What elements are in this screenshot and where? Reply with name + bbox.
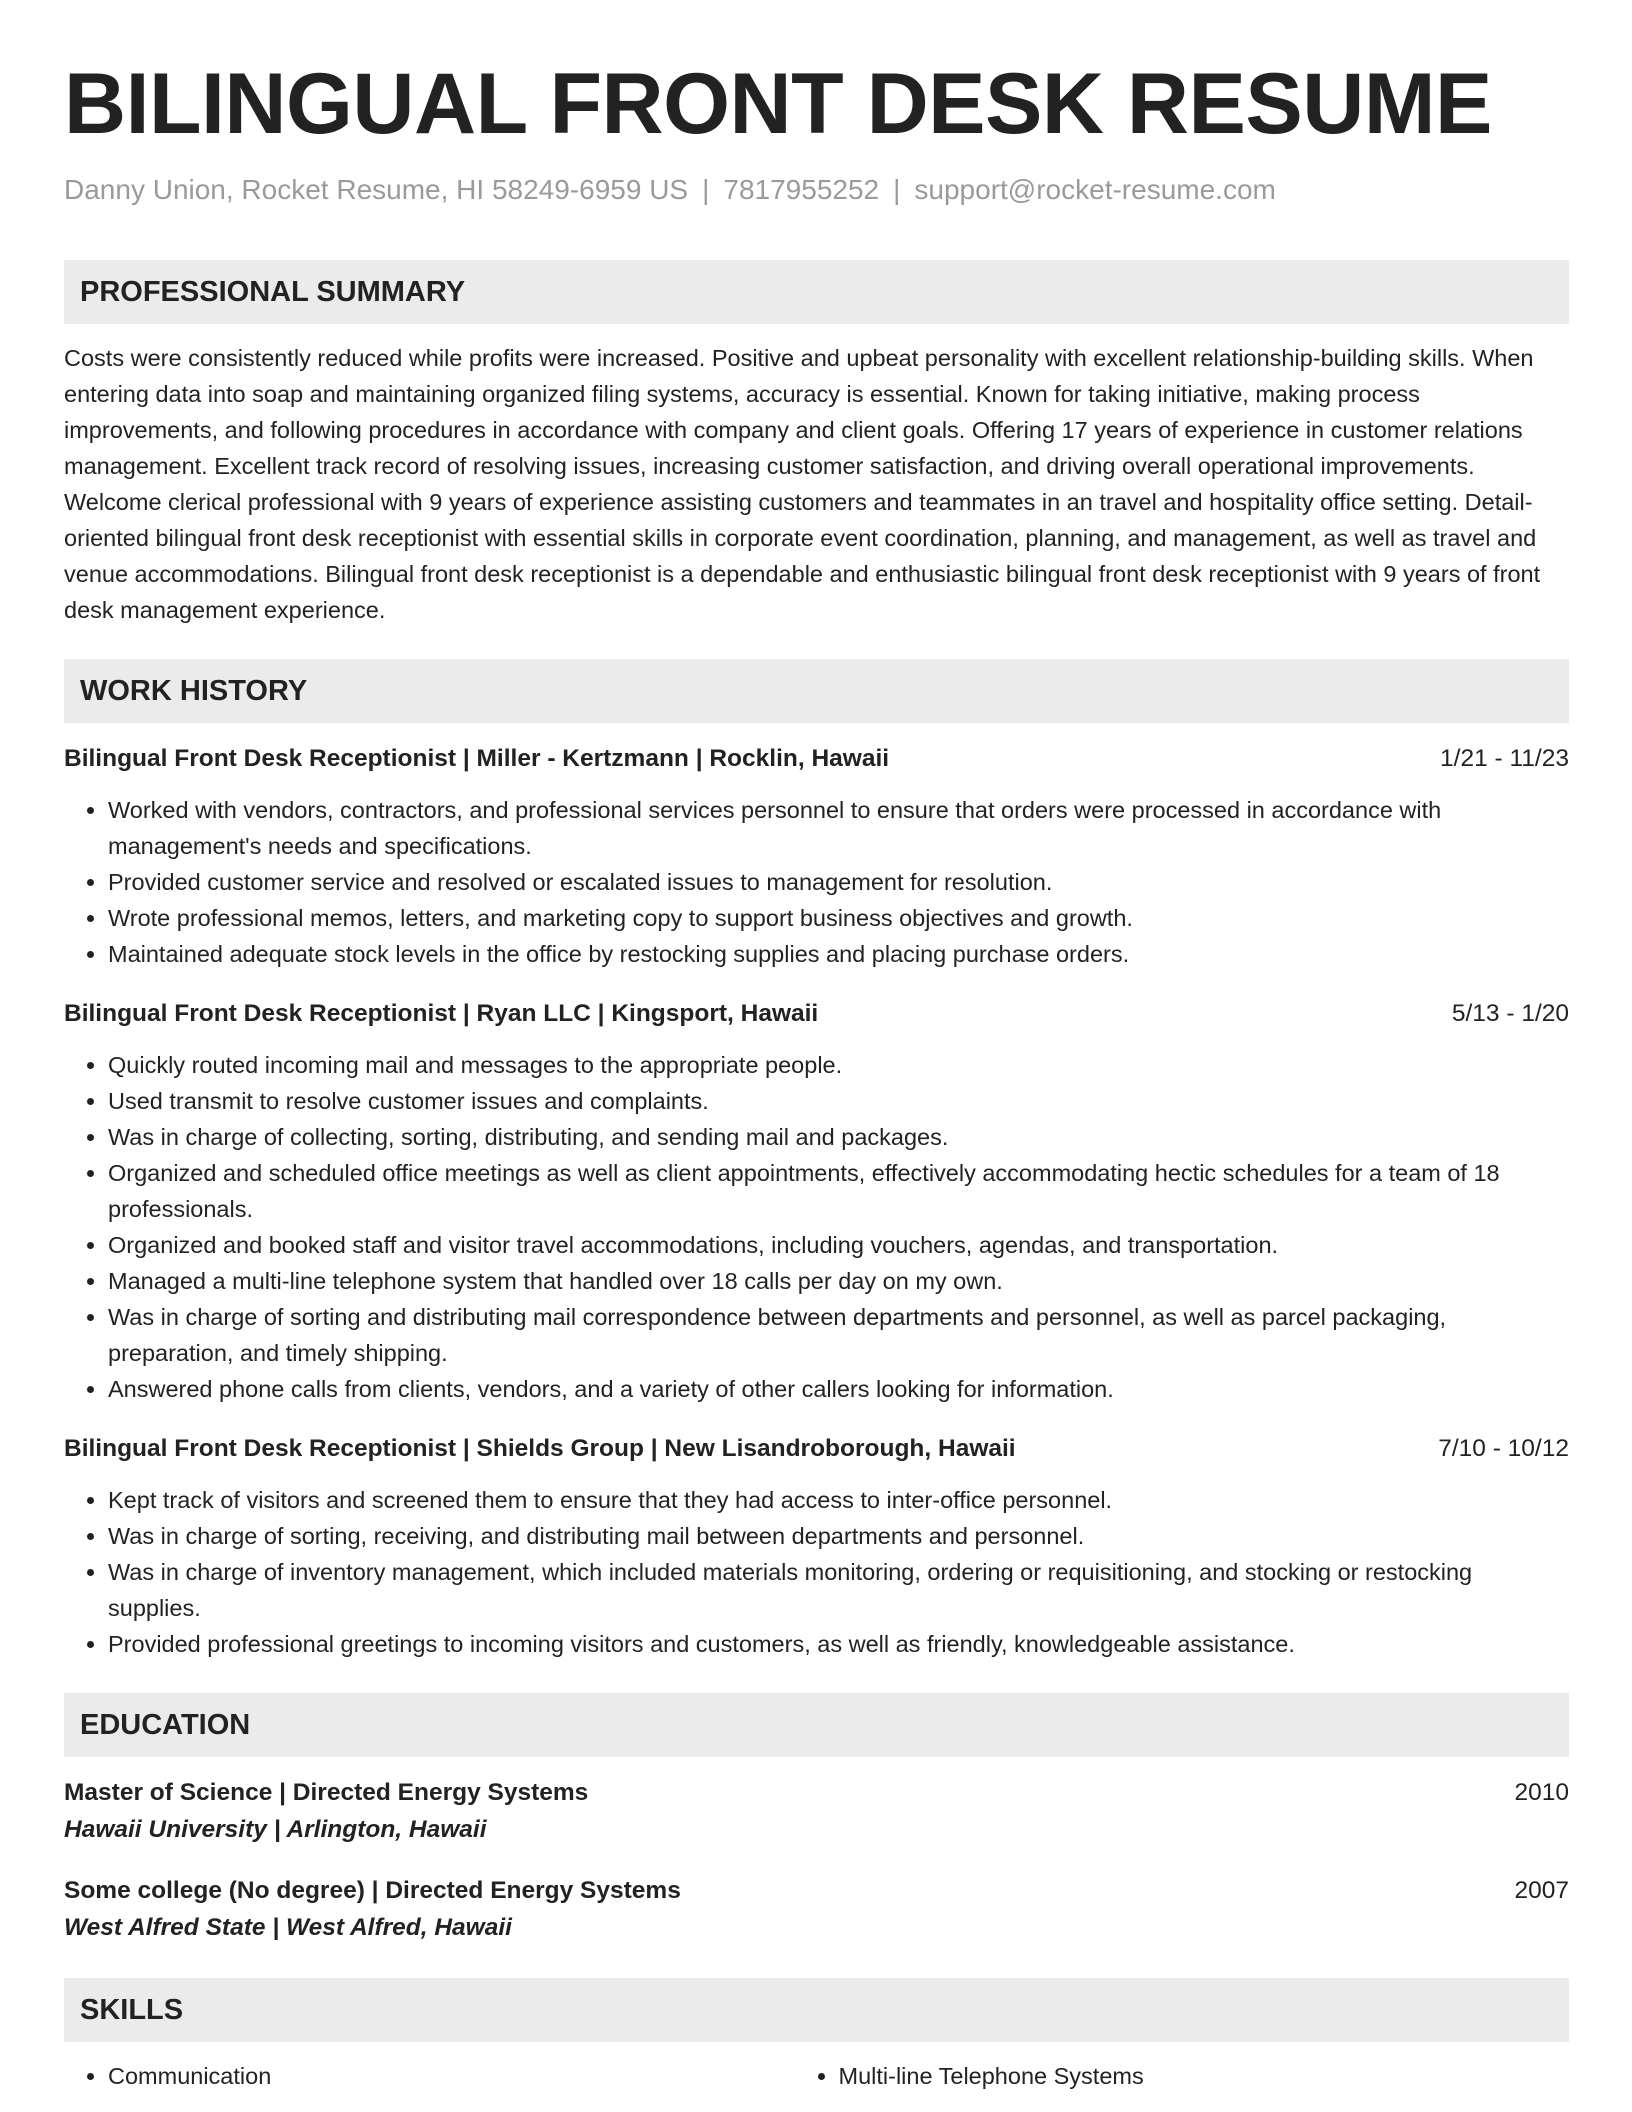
skill-item: • Multi-line Telephone Systems	[839, 2058, 1570, 2094]
education-degree: Some college (No degree) | Directed Energy Systems	[64, 1877, 681, 1904]
job-dates: 7/10 - 10/12	[1438, 1435, 1569, 1462]
contact-separator: |	[893, 174, 901, 205]
job-dates: 1/21 - 11/23	[1440, 745, 1569, 772]
job-header	[64, 741, 1569, 777]
resume-title: BILINGUAL FRONT DESK RESUME	[64, 56, 1492, 152]
job-title: Bilingual Front Desk Receptionist | Miller - Kertzmann | Rocklin, Hawaii	[64, 745, 890, 772]
job-bullet: • Organized and scheduled office meetings as well as client appointments, effectively accommodating hectic schedules for a team of 18 professionals.	[108, 1155, 1569, 1227]
job-bullet: • Was in charge of sorting, receiving, and distributing mail between departments and personnel.	[108, 1518, 1569, 1554]
skills-list	[64, 2058, 1569, 2094]
contact-email: support@rocket-resume.com	[914, 174, 1276, 205]
job-entry	[64, 996, 1569, 1407]
job-title: Bilingual Front Desk Receptionist | Ryan LLC | Kingsport, Hawaii	[64, 1000, 819, 1027]
job-header	[64, 996, 1569, 1032]
education-year: 2010	[1514, 1779, 1569, 1806]
job-entry	[64, 1431, 1569, 1662]
job-bullet: • Answered phone calls from clients, vendors, and a variety of other callers looking for information.	[108, 1371, 1569, 1407]
contact-line	[64, 172, 1569, 208]
contact-separator: |	[702, 174, 710, 205]
job-bullet: • Was in charge of sorting and distributing mail correspondence between departments and personnel, as well as parcel packaging, preparation, and timely shipping.	[108, 1299, 1569, 1371]
job-header	[64, 1431, 1569, 1467]
job-bullet: • Maintained adequate stock levels in the office by restocking supplies and placing purchase orders.	[108, 936, 1569, 972]
education-entry	[64, 1873, 1569, 1947]
contact-phone: 7817955252	[723, 174, 880, 205]
job-bullet: • Quickly routed incoming mail and messages to the appropriate people.	[108, 1047, 1569, 1083]
education-entry	[64, 1775, 1569, 1849]
skill-item: • Communication	[108, 2058, 839, 2094]
job-bullet: • Was in charge of inventory management, which included materials monitoring, ordering or requisitioning, and stocking or restocking supplies.	[108, 1554, 1569, 1626]
job-bullet: • Was in charge of collecting, sorting, distributing, and sending mail and packages.	[108, 1119, 1569, 1155]
section-header-work-history: WORK HISTORY	[64, 659, 1569, 723]
job-bullets	[64, 1482, 1569, 1662]
contact-address: Danny Union, Rocket Resume, HI 58249-6959 US	[64, 174, 689, 205]
education-header	[64, 1775, 1569, 1811]
summary-text: Costs were consistently reduced while profits were increased. Positive and upbeat personality with excellent relationship-building skills. When entering data into soap and maintaining organized filing systems, accuracy is essential. Known for taking initiative, making process improvements, and following procedures in accordance with company and client goals. Offering 17 years of experience in customer relations management. Excellent track record of resolving issues, increasing customer satisfaction, and driving overall operational improvements. Welcome clerical professional with 9 years of experience assisting customers and teammates in an travel and hospitality office setting. Detail-oriented bilingual front desk receptionist with essential skills in corporate event coordination, planning, and management, as well as travel and venue accommodations. Bilingual front desk receptionist is a dependable and enthusiastic bilingual front desk receptionist with 9 years of front desk management experience.	[64, 345, 1541, 623]
education-school: Hawaii University | Arlington, Hawaii	[64, 1816, 487, 1843]
job-bullet: • Used transmit to resolve customer issues and complaints.	[108, 1083, 1569, 1119]
job-bullets	[64, 792, 1569, 972]
education-school: West Alfred State | West Alfred, Hawaii	[64, 1914, 512, 1941]
education-degree: Master of Science | Directed Energy Systems	[64, 1779, 589, 1806]
job-bullet: • Wrote professional memos, letters, and marketing copy to support business objectives and growth.	[108, 900, 1569, 936]
job-bullet: • Organized and booked staff and visitor travel accommodations, including vouchers, agendas, and transportation.	[108, 1227, 1569, 1263]
section-header-education: EDUCATION	[64, 1693, 1569, 1757]
job-dates: 5/13 - 1/20	[1451, 1000, 1569, 1027]
education-year: 2007	[1514, 1877, 1569, 1904]
job-bullet: • Provided professional greetings to incoming visitors and customers, as well as friendly, knowledgeable assistance.	[108, 1626, 1569, 1662]
job-bullet: • Managed a multi-line telephone system that handled over 18 calls per day on my own.	[108, 1263, 1569, 1299]
section-header-skills: SKILLS	[64, 1978, 1569, 2042]
section-header-summary: PROFESSIONAL SUMMARY	[64, 260, 1569, 324]
job-title: Bilingual Front Desk Receptionist | Shields Group | New Lisandroborough, Hawaii	[64, 1435, 1016, 1462]
job-bullet: • Kept track of visitors and screened them to ensure that they had access to inter-office personnel.	[108, 1482, 1569, 1518]
job-bullet: • Provided customer service and resolved or escalated issues to management for resolution.	[108, 864, 1569, 900]
education-header	[64, 1873, 1569, 1909]
job-bullets	[64, 1047, 1569, 1407]
job-bullet: • Worked with vendors, contractors, and professional services personnel to ensure that orders were processed in accordance with management's needs and specifications.	[108, 792, 1569, 864]
job-entry	[64, 741, 1569, 972]
